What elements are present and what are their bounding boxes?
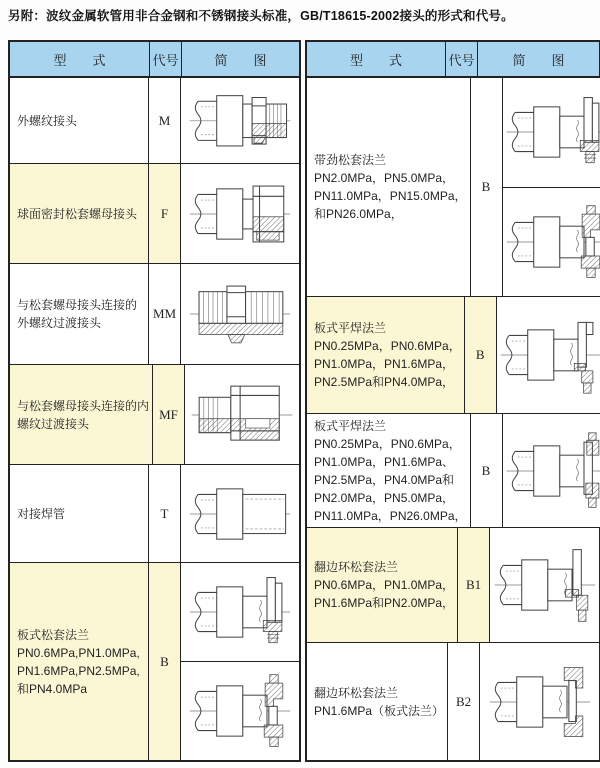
type-text-line: PN2.5MPa和PN4.0MPa，	[314, 375, 455, 389]
right-table-row-1	[307, 78, 599, 297]
type-cell	[10, 78, 149, 163]
diagram-cell	[503, 78, 600, 296]
left-table-row-4	[10, 365, 299, 465]
type-text-line: 与松套螺母接头连接的	[17, 298, 138, 312]
header-cell-diagram: 简 图	[477, 42, 599, 76]
type-cell	[10, 264, 149, 364]
type-cell	[307, 414, 471, 527]
double-male-nipple-diagram-icon	[181, 264, 299, 364]
type-text-line: 与松套螺母接头连接的内	[17, 398, 150, 413]
left-table-row-2	[10, 164, 299, 264]
code-cell: F	[149, 164, 181, 263]
type-text-line: 外螺纹接头	[17, 113, 78, 128]
left-table-row-1	[10, 78, 299, 164]
type-text-line: 和PN26.0MPa，	[314, 207, 403, 221]
diagram-cell	[490, 528, 599, 642]
left-table-row-3	[10, 264, 299, 365]
flat-weld-flange-b-diagram-icon	[503, 414, 600, 527]
right-table-body	[307, 78, 599, 760]
type-text-line: 板式平焊法兰	[314, 321, 387, 335]
diagram-cell	[503, 414, 600, 527]
type-text-line: 球面密封松套螺母接头	[17, 206, 138, 221]
type-text-line: 外螺纹过渡接头	[17, 316, 102, 330]
type-text-line: PN0.25MPa，PN0.6MPa，	[314, 339, 461, 353]
type-text-line: 对接焊管	[17, 506, 66, 521]
header-cell-diagram: 简 图	[181, 42, 299, 76]
type-text-line: PN2.5MPa，PN4.0MPa和	[314, 472, 455, 487]
tables-container	[8, 40, 600, 762]
header-cell-code: 代号	[445, 42, 477, 76]
code-cell: B2	[448, 643, 480, 760]
left-table	[8, 40, 301, 762]
diagram-cell	[181, 264, 299, 364]
type-text-line: PN1.6MPa,PN2.5MPa,	[17, 663, 140, 678]
type-cell	[10, 563, 149, 760]
collar-loose-flange-b2-diagram-icon	[480, 643, 599, 760]
header-cell-code: 代号	[149, 42, 181, 76]
code-cell: B	[471, 78, 503, 296]
right-table-row-2	[307, 297, 599, 414]
code-cell: B	[465, 297, 497, 413]
neck-loose-flange-upper-diagram-icon	[503, 78, 600, 187]
type-cell	[307, 78, 471, 296]
diagram-cell	[185, 365, 299, 464]
type-cell	[307, 528, 458, 642]
code-cell: T	[149, 465, 181, 562]
collar-loose-flange-b1-diagram-icon	[490, 528, 599, 642]
code-cell: MF	[153, 365, 185, 464]
left-table-header	[10, 42, 299, 78]
type-cell	[10, 365, 153, 464]
type-text-line: PN2.0MPa，PN5.0MPa，	[314, 490, 455, 505]
left-table-body	[10, 78, 299, 760]
type-text-line: PN0.6MPa，PN1.0MPa，	[314, 578, 455, 592]
type-text-line: 带劲松套法兰	[314, 153, 387, 167]
loose-nut-fitting-diagram-icon	[181, 164, 299, 263]
diagram-cell	[497, 297, 600, 413]
code-cell: B	[149, 563, 181, 760]
plate-loose-flange-lower-diagram-icon	[181, 661, 299, 760]
diagram-cell	[181, 164, 299, 263]
header-cell-type: 型 式	[53, 52, 106, 68]
type-text-line: PN1.6MPa和PN2.0MPa，	[314, 596, 455, 610]
type-cell	[307, 297, 465, 413]
neck-loose-flange-lower-diagram-icon	[503, 187, 600, 297]
type-text-line: PN2.0MPa，PN5.0MPa，	[314, 171, 455, 185]
code-cell: B1	[458, 528, 490, 642]
type-cell	[10, 164, 149, 263]
right-table-row-3	[307, 414, 599, 528]
type-text-line: 和PN4.0MPa	[17, 681, 88, 696]
diagram-cell	[181, 465, 299, 562]
type-cell	[10, 465, 149, 562]
type-text-line: PN11.0MPa，PN26.0MPa，	[314, 508, 467, 523]
diagram-cell	[480, 643, 599, 760]
male-thread-fitting-diagram-icon	[181, 78, 299, 163]
type-text-line: PN11.0MPa，PN15.0MPa，	[314, 189, 467, 203]
type-text-line: PN0.25MPa，PN0.6MPa，	[314, 436, 461, 451]
type-text-line: 板式平焊法兰	[314, 418, 387, 433]
type-text-line: PN1.0MPa，PN1.6MPa，	[314, 357, 455, 371]
right-table-row-5	[307, 643, 599, 760]
right-table-row-4	[307, 528, 599, 643]
header-cell-type: 型 式	[349, 52, 402, 68]
page-title: 另附：波纹金属软管用非合金钢和不锈钢接头标准，GB/T18615-2002接头的形式和代号。	[8, 9, 514, 23]
plate-loose-flange-upper-diagram-icon	[181, 563, 299, 661]
type-text-line: PN1.6MPa（板式法兰）	[314, 703, 445, 718]
type-text-line: 翻边环松套法兰	[314, 685, 399, 700]
type-cell	[307, 643, 448, 760]
right-table	[305, 40, 600, 762]
type-text-line: 翻边环松套法兰	[314, 560, 399, 574]
code-cell: MM	[149, 264, 181, 364]
flat-weld-flange-a-diagram-icon	[497, 297, 600, 413]
left-table-row-5	[10, 465, 299, 563]
type-text-line: PN1.0MPa，PN1.6MPa、	[314, 454, 455, 469]
left-table-row-6	[10, 563, 299, 760]
type-text-line: 板式松套法兰	[17, 627, 90, 642]
code-cell: B	[471, 414, 503, 527]
type-text-line: PN0.6MPa,PN1.0MPa,	[17, 645, 140, 660]
type-text-line: 螺纹过渡接头	[17, 416, 90, 431]
female-hex-adapter-diagram-icon	[185, 365, 299, 464]
right-table-header	[307, 42, 599, 78]
butt-weld-tube-diagram-icon	[181, 465, 299, 562]
diagram-cell	[181, 78, 299, 163]
code-cell: M	[149, 78, 181, 163]
diagram-cell	[181, 563, 299, 760]
